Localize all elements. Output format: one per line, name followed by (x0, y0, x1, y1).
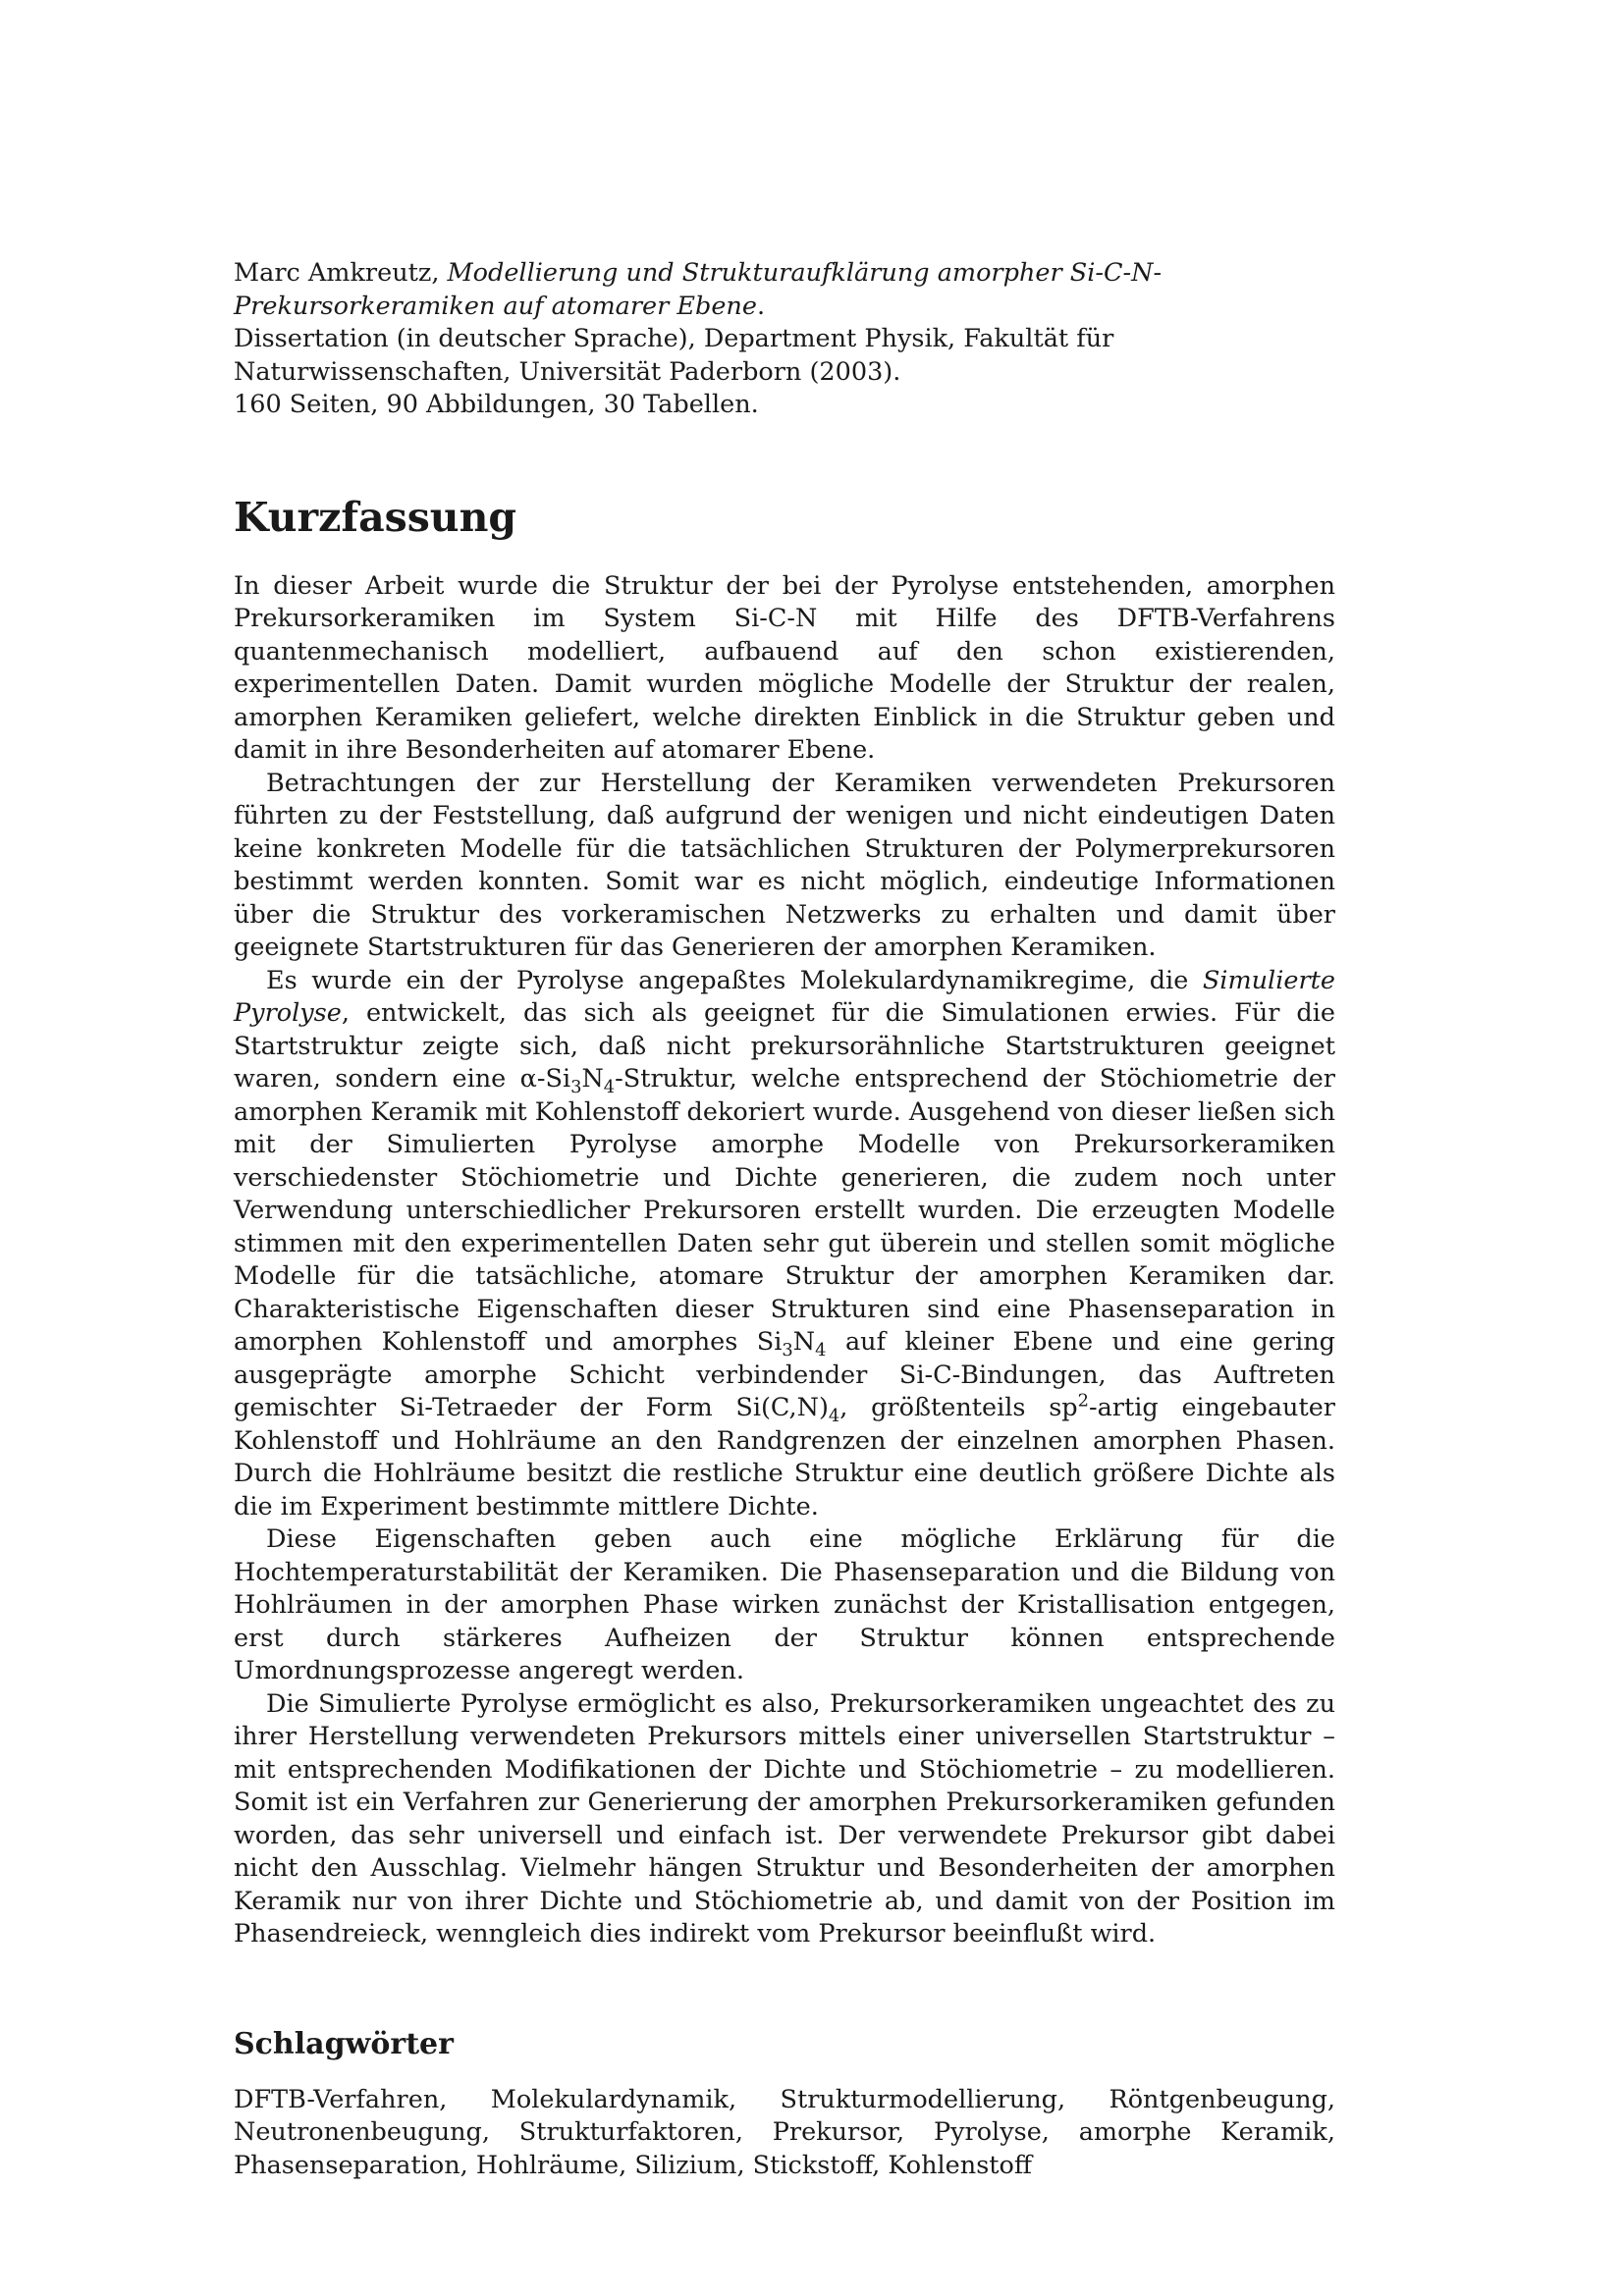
abstract-heading: Kurzfassung (234, 493, 517, 541)
p3-text-e: N (792, 1327, 816, 1357)
abstract-paragraph-2: Betrachtungen der zur Herstellung der Keramiken verwendeten Prekursoren führten zu der Feststellung, daß aufgrund der wenigen und nicht eindeutigen Daten keine konkreten Modelle für die tatsächlichen Strukturen der Polymerprekursoren bestimmt werden konnten. Somit war es nicht möglich, eindeutige Informationen über die Struktur des vorkeramischen Netzwerks zu erhalten und damit über geeignete Startstrukturen für das Generieren der amorphen Keramiken. (234, 768, 1335, 962)
subscript: 4 (603, 1077, 616, 1098)
keywords-heading: Schlagwörter (234, 2026, 454, 2061)
subscript: 3 (570, 1077, 582, 1098)
p3-text-a: Es wurde ein der Pyrolyse angepaßtes Molekulardynamikregime, die (266, 965, 1203, 995)
author-separator: , (431, 258, 440, 288)
abstract-paragraph-4: Diese Eigenschaften geben auch eine mögliche Erklärung für die Hochtemperaturstabilität der Keramiken. Die Phasenseparation und die Bildung von Hohlräumen in der amorphen Phase wirken zunächst der Kristallisation entgegen, erst durch stärkeres Aufheizen der Struktur können entsprechende Umordnungsprozesse angeregt werden. (234, 1524, 1335, 1685)
simulierte-pyrolyse-term: Simulierte Pyrolyse (234, 965, 1335, 1028)
p3-text-d: -Struktur, welche entsprechend der Stöchiometrie der amorphen Keramik mit Kohlenstoff dekoriert wurde. Ausgehend von dieser ließen sich mit der Simulierten Pyrolyse amorphe Modelle von Prekursorkeramiken verschiedenster Stöchiometrie und Dichte generieren, die zudem noch unter Verwendung unterschiedlicher Prekursoren erstellt wurden. Die erzeugten Modelle stimmen mit den experimentellen Daten sehr gut überein und stellen somit mögliche Modelle für die tatsächliche, atomare Struktur der amorphen Keramiken dar. Charakteristische Eigenschaften dieser Strukturen sind eine Phasenseparation in amorphen Kohlenstoff und amorphes Si (234, 1064, 1335, 1357)
thesis-title: Modellierung und Strukturaufklärung amorpher Si-C-N-Prekursorkeramiken auf atomarer Ebene (234, 258, 1163, 321)
p3-text-c: N (581, 1064, 604, 1094)
extent-info: 160 Seiten, 90 Abbildungen, 30 Tabellen. (234, 390, 759, 419)
subscript: 4 (815, 1340, 827, 1362)
p3-text-f: auf kleiner Ebene und eine gering ausgeprägte amorphe Schicht verbindender Si-C-Bindungen, das Auftreten gemischter Si-Tetraeder der Form Si(C,N) (234, 1327, 1336, 1422)
reference-author-title (234, 257, 1335, 323)
abstract-paragraph-3 (234, 965, 1335, 1524)
p3-text-h: -artig eingebauter Kohlenstoff und Hohlräume an den Randgrenzen der einzelnen amorphen Phasen. Durch die Hohlräume besitzt die restliche Struktur eine deutlich größere Dichte als die im Experiment bestimmte mittlere Dichte. (234, 1393, 1336, 1522)
abstract-body (234, 570, 1335, 1951)
bibliographic-reference (234, 257, 1335, 422)
author-name: Marc Amkreutz (234, 258, 432, 288)
subscript: 4 (828, 1406, 840, 1427)
publication-info: Dissertation (in deutscher Sprache), Department Physik, Fakultät für Naturwissenschaften, Universität Paderborn (2003). (234, 324, 1114, 387)
keywords-list: DFTB-Verfahren, Molekulardynamik, Strukturmodellierung, Röntgenbeugung, Neutronenbeugung, Strukturfaktoren, Prekursor, Pyrolyse, amorphe Keramik, Phasenseparation, Hohlräume, Silizium, Stickstoff, Kohlenstoff (234, 2084, 1335, 2180)
document-page (234, 257, 1335, 2208)
abstract-paragraph-1: In dieser Arbeit wurde die Struktur der bei der Pyrolyse entstehenden, amorphen Prekursorkeramiken im System Si-C-N mit Hilfe des DFTB-Verfahrens quantenmechanisch modelliert, aufbauend auf den schon existierenden, experimentellen Daten. Damit wurden mögliche Modelle der Struktur der realen, amorphen Keramiken geliefert, welche direkten Einblick in die Struktur geben und damit in ihre Besonderheiten auf atomarer Ebene. (234, 570, 1335, 765)
subscript: 3 (782, 1340, 793, 1362)
p3-text-b: , entwickelt, das sich als geeignet für die Simulationen erwies. Für die Startstruktur zeigte sich, daß nicht prekursorähnliche Startstrukturen geeignet waren, sondern eine α-Si (234, 998, 1335, 1094)
title-period: . (756, 291, 766, 321)
p3-text-g: , größtenteils sp (839, 1393, 1078, 1422)
superscript: 2 (1077, 1390, 1089, 1412)
abstract-paragraph-5: Die Simulierte Pyrolyse ermöglicht es also, Prekursorkeramiken ungeachtet des zu ihrer Herstellung verwendeten Prekursors mittels einer universellen Startstruktur – mit entsprechenden Modifikationen der Dichte und Stöchiometrie – zu modellieren. Somit ist ein Verfahren zur Generierung der amorphen Prekursorkeramiken gefunden worden, das sehr universell und einfach ist. Der verwendete Prekursor gibt dabei nicht den Ausschlag. Vielmehr hängen Struktur und Besonderheiten der amorphen Keramik nur von ihrer Dichte und Stöchiometrie ab, und damit von der Position im Phasendreieck, wenngleich dies indirekt vom Prekursor beeinflußt wird. (234, 1688, 1335, 1949)
